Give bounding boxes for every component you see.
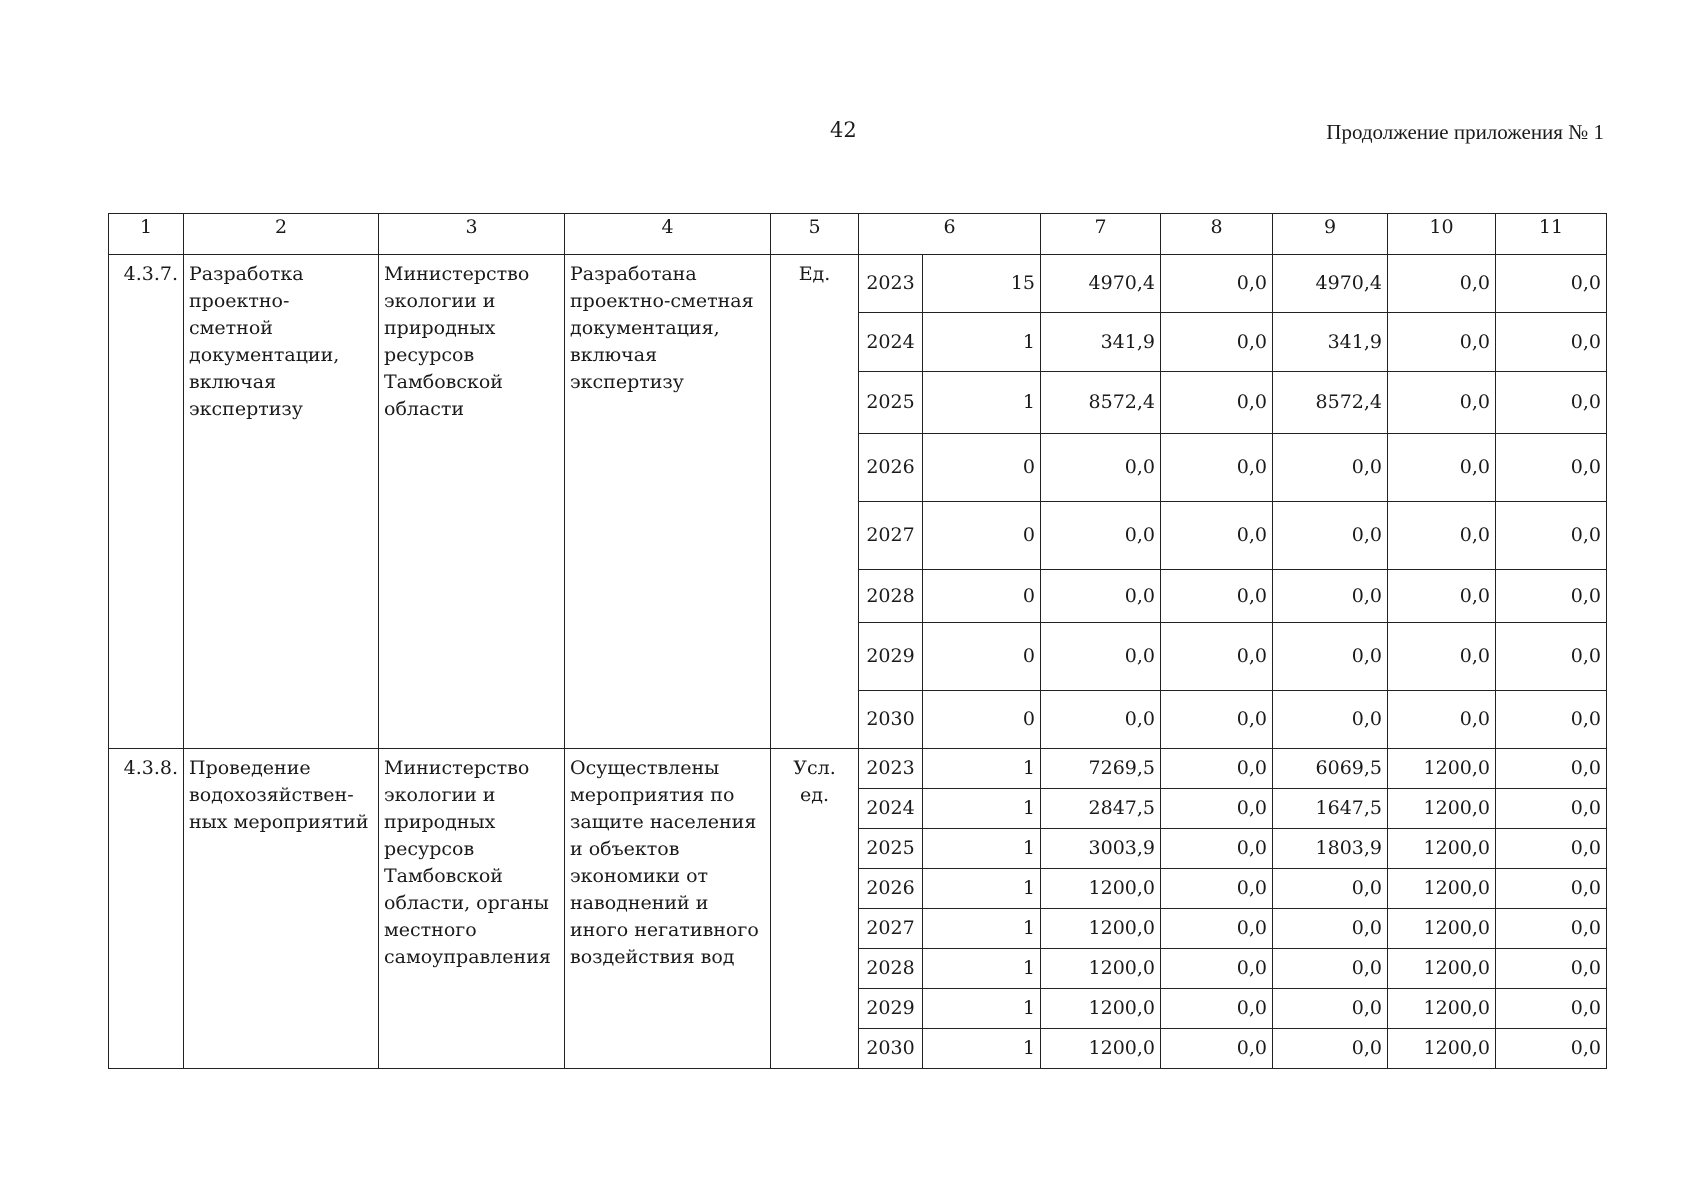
regional-cell: 0,0 (1273, 869, 1388, 909)
other-cell: 0,0 (1496, 691, 1607, 749)
other-cell: 0,0 (1496, 909, 1607, 949)
count-cell: 0 (923, 502, 1041, 570)
expected-result: Разработана проектно-сметная документация, включая экспертизу (565, 255, 771, 749)
total-cell: 3003,9 (1041, 829, 1161, 869)
federal-cell: 0,0 (1161, 623, 1273, 691)
column-header: 1 (109, 214, 184, 255)
federal-cell: 0,0 (1161, 789, 1273, 829)
local-cell: 1200,0 (1388, 749, 1496, 789)
federal-cell: 0,0 (1161, 989, 1273, 1029)
federal-cell: 0,0 (1161, 502, 1273, 570)
table-row (109, 255, 1607, 313)
column-header: 11 (1496, 214, 1607, 255)
count-cell: 1 (923, 909, 1041, 949)
column-header: 2 (184, 214, 379, 255)
federal-cell: 0,0 (1161, 313, 1273, 372)
total-cell: 8572,4 (1041, 372, 1161, 434)
total-cell: 7269,5 (1041, 749, 1161, 789)
year-cell: 2023 (859, 255, 923, 313)
column-header: 10 (1388, 214, 1496, 255)
local-cell: 0,0 (1388, 434, 1496, 502)
total-cell: 1200,0 (1041, 869, 1161, 909)
other-cell: 0,0 (1496, 989, 1607, 1029)
federal-cell: 0,0 (1161, 1029, 1273, 1069)
local-cell: 0,0 (1388, 570, 1496, 623)
total-cell: 1200,0 (1041, 989, 1161, 1029)
running-title: Продолжение приложения № 1 (1326, 120, 1604, 144)
count-cell: 1 (923, 869, 1041, 909)
count-cell: 1 (923, 989, 1041, 1029)
year-cell: 2029 (859, 623, 923, 691)
total-cell: 4970,4 (1041, 255, 1161, 313)
other-cell: 0,0 (1496, 313, 1607, 372)
federal-cell: 0,0 (1161, 691, 1273, 749)
total-cell: 2847,5 (1041, 789, 1161, 829)
local-cell: 0,0 (1388, 623, 1496, 691)
year-cell: 2023 (859, 749, 923, 789)
year-cell: 2028 (859, 949, 923, 989)
federal-cell: 0,0 (1161, 434, 1273, 502)
total-cell: 0,0 (1041, 623, 1161, 691)
unit-of-measure: Усл. ед. (771, 749, 859, 1069)
total-cell: 0,0 (1041, 502, 1161, 570)
other-cell: 0,0 (1496, 372, 1607, 434)
year-cell: 2027 (859, 909, 923, 949)
count-cell: 1 (923, 313, 1041, 372)
other-cell: 0,0 (1496, 949, 1607, 989)
local-cell: 1200,0 (1388, 989, 1496, 1029)
count-cell: 0 (923, 691, 1041, 749)
activity-code: 4.3.7. (109, 255, 184, 749)
regional-cell: 8572,4 (1273, 372, 1388, 434)
local-cell: 1200,0 (1388, 1029, 1496, 1069)
local-cell: 1200,0 (1388, 789, 1496, 829)
year-cell: 2024 (859, 313, 923, 372)
other-cell: 0,0 (1496, 749, 1607, 789)
column-header: 6 (859, 214, 1041, 255)
local-cell: 0,0 (1388, 255, 1496, 313)
responsible-executor: Министерство экологии и природных ресурсов Тамбовской области (379, 255, 565, 749)
count-cell: 1 (923, 949, 1041, 989)
total-cell: 1200,0 (1041, 949, 1161, 989)
federal-cell: 0,0 (1161, 372, 1273, 434)
other-cell: 0,0 (1496, 255, 1607, 313)
other-cell: 0,0 (1496, 570, 1607, 623)
total-cell: 0,0 (1041, 691, 1161, 749)
regional-cell: 1803,9 (1273, 829, 1388, 869)
regional-cell: 0,0 (1273, 691, 1388, 749)
local-cell: 1200,0 (1388, 909, 1496, 949)
other-cell: 0,0 (1496, 829, 1607, 869)
year-cell: 2025 (859, 829, 923, 869)
year-cell: 2026 (859, 869, 923, 909)
count-cell: 0 (923, 434, 1041, 502)
local-cell: 0,0 (1388, 502, 1496, 570)
column-header: 3 (379, 214, 565, 255)
responsible-executor: Министерство экологии и природных ресурсов Тамбовской области, органы местного самоуправления (379, 749, 565, 1069)
expected-result: Осуществлены мероприятия по защите населения и объектов экономики от наводнений и иного негативного воздействия вод (565, 749, 771, 1069)
table-row (109, 749, 1607, 789)
total-cell: 1200,0 (1041, 1029, 1161, 1069)
regional-cell: 0,0 (1273, 989, 1388, 1029)
year-cell: 2030 (859, 1029, 923, 1069)
activity-code: 4.3.8. (109, 749, 184, 1069)
local-cell: 1200,0 (1388, 949, 1496, 989)
count-cell: 1 (923, 749, 1041, 789)
other-cell: 0,0 (1496, 1029, 1607, 1069)
total-cell: 1200,0 (1041, 909, 1161, 949)
federal-cell: 0,0 (1161, 255, 1273, 313)
regional-cell: 0,0 (1273, 570, 1388, 623)
regional-cell: 1647,5 (1273, 789, 1388, 829)
year-cell: 2027 (859, 502, 923, 570)
local-cell: 0,0 (1388, 372, 1496, 434)
page-number: 42 (830, 118, 857, 142)
other-cell: 0,0 (1496, 434, 1607, 502)
count-cell: 1 (923, 372, 1041, 434)
column-header: 4 (565, 214, 771, 255)
count-cell: 1 (923, 1029, 1041, 1069)
federal-cell: 0,0 (1161, 949, 1273, 989)
activity-name: Проведение водохозяйствен-ных мероприятий (184, 749, 379, 1069)
header-row (109, 214, 1607, 255)
year-cell: 2028 (859, 570, 923, 623)
total-cell: 0,0 (1041, 434, 1161, 502)
local-cell: 0,0 (1388, 313, 1496, 372)
count-cell: 1 (923, 829, 1041, 869)
regional-cell: 6069,5 (1273, 749, 1388, 789)
regional-cell: 0,0 (1273, 434, 1388, 502)
unit-of-measure: Ед. (771, 255, 859, 749)
federal-cell: 0,0 (1161, 909, 1273, 949)
regional-cell: 0,0 (1273, 1029, 1388, 1069)
column-header: 7 (1041, 214, 1161, 255)
regional-cell: 0,0 (1273, 502, 1388, 570)
column-header: 8 (1161, 214, 1273, 255)
count-cell: 0 (923, 570, 1041, 623)
total-cell: 341,9 (1041, 313, 1161, 372)
activity-name: Разработка проектно-сметной документации, включая экспертизу (184, 255, 379, 749)
year-cell: 2024 (859, 789, 923, 829)
column-header: 5 (771, 214, 859, 255)
year-cell: 2030 (859, 691, 923, 749)
local-cell: 0,0 (1388, 691, 1496, 749)
year-cell: 2025 (859, 372, 923, 434)
year-cell: 2026 (859, 434, 923, 502)
column-header: 9 (1273, 214, 1388, 255)
count-cell: 1 (923, 789, 1041, 829)
federal-cell: 0,0 (1161, 570, 1273, 623)
federal-cell: 0,0 (1161, 829, 1273, 869)
total-cell: 0,0 (1041, 570, 1161, 623)
local-cell: 1200,0 (1388, 869, 1496, 909)
other-cell: 0,0 (1496, 502, 1607, 570)
other-cell: 0,0 (1496, 869, 1607, 909)
federal-cell: 0,0 (1161, 869, 1273, 909)
regional-cell: 341,9 (1273, 313, 1388, 372)
regional-cell: 0,0 (1273, 623, 1388, 691)
regional-cell: 0,0 (1273, 909, 1388, 949)
count-cell: 0 (923, 623, 1041, 691)
regional-cell: 0,0 (1273, 949, 1388, 989)
other-cell: 0,0 (1496, 623, 1607, 691)
other-cell: 0,0 (1496, 789, 1607, 829)
year-cell: 2029 (859, 989, 923, 1029)
budget-table (108, 213, 1607, 1069)
federal-cell: 0,0 (1161, 749, 1273, 789)
regional-cell: 4970,4 (1273, 255, 1388, 313)
count-cell: 15 (923, 255, 1041, 313)
local-cell: 1200,0 (1388, 829, 1496, 869)
